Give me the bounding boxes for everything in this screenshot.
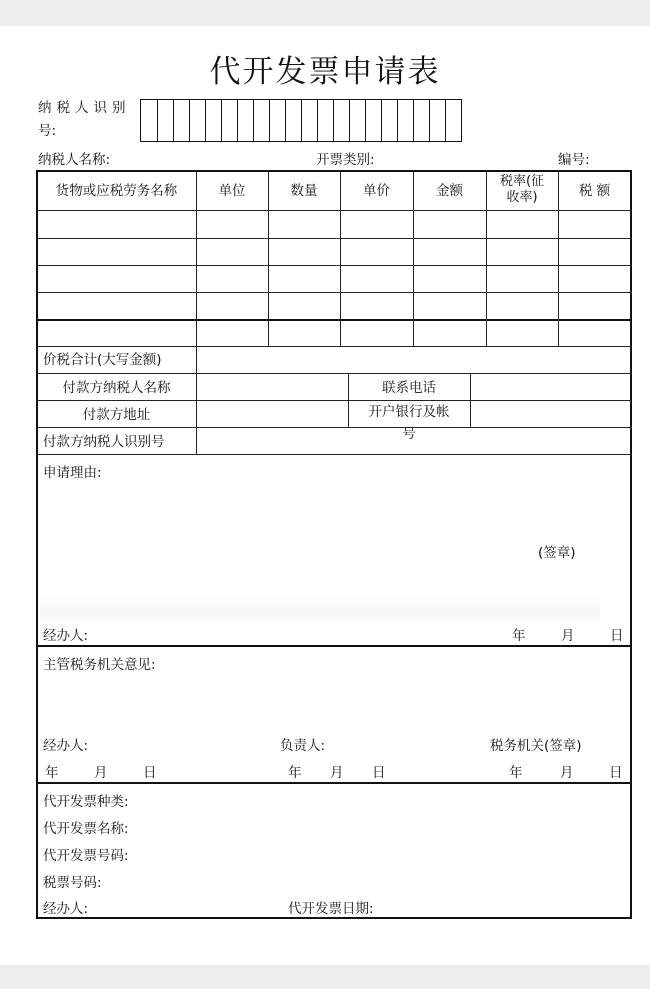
taxpayer-id-box[interactable] [141,100,157,141]
authority-responsible-label: 负责人: [280,738,326,754]
reason-month-label: 月 [561,628,575,644]
col-header-goods: 货物或应税劳务名称 [55,183,178,199]
invoice-type-label: 开票类别: [316,152,375,168]
table-rule [36,265,632,266]
serial-number-label: 编号: [558,152,590,168]
taxpayer-id-label-suffix: 号: [38,123,57,139]
taxpayer-id-box[interactable] [173,100,189,141]
taxpayer-id-box[interactable] [237,100,253,141]
authority-day-3: 日 [609,765,623,781]
table-rule [36,238,632,239]
table-rule [36,210,632,211]
authority-seal-label: 税务机关(签章) [490,738,582,754]
summary-rule [36,400,632,401]
authority-month-1: 月 [94,765,108,781]
issued-date-label: 代开发票日期: [288,901,374,917]
table-rule [36,319,632,321]
taxpayer-id-box[interactable] [301,100,317,141]
authority-year-2: 年 [288,765,302,781]
total-amount-label: 价税合计(大写金额) [43,352,162,368]
taxpayer-id-box[interactable] [349,100,365,141]
taxpayer-id-box[interactable] [333,100,349,141]
table-rule [36,292,632,293]
bottom-margin-band [0,965,650,989]
table-column-rule [413,171,414,346]
reason-label: 申请理由: [43,465,102,481]
authority-day-2: 日 [372,765,386,781]
authority-month-2: 月 [330,765,344,781]
bank-account-label: 开户银行及帐 [368,404,450,420]
table-column-rule [558,171,559,346]
table-column-rule [340,171,341,346]
taxpayer-id-box[interactable] [413,100,429,141]
authority-year-1: 年 [45,765,59,781]
taxpayer-id-box[interactable] [269,100,285,141]
authority-day-1: 日 [143,765,157,781]
payer-address-label: 付款方地址 [82,407,151,423]
taxpayer-id-box[interactable] [381,100,397,141]
authority-month-3: 月 [560,765,574,781]
payer-name-label: 付款方纳税人名称 [62,380,171,396]
issued-handler-label: 经办人: [43,901,89,917]
tax-rate-line-2: 收率) [506,190,538,205]
authority-handler-label: 经办人: [43,738,89,754]
col-header-unit: 单位 [218,183,246,199]
section-rule [36,645,632,647]
taxpayer-id-box[interactable] [221,100,237,141]
reason-handler-label: 经办人: [43,628,89,644]
authority-opinion-label: 主管税务机关意见: [43,657,156,673]
phone-label: 联系电话 [382,380,436,396]
summary-rule [36,373,632,374]
table-column-rule [486,171,487,346]
issued-code-label: 代开发票号码: [43,848,129,864]
taxpayer-id-box[interactable] [205,100,221,141]
taxpayer-name-label: 纳税人名称: [38,152,111,168]
table-rule [36,346,632,347]
col-header-tax-amount: 税 额 [578,183,611,199]
bank-account-label-suffix: 号 [402,426,416,442]
summary-column-rule [196,346,197,374]
taxpayer-id-box[interactable] [317,100,333,141]
form-title: 代开发票申请表 [209,54,441,90]
reason-day-label: 日 [610,628,624,644]
taxpayer-id-box[interactable] [189,100,205,141]
reason-seal-label: (签章) [538,545,576,561]
payer-id-label: 付款方纳税人识别号 [43,434,165,450]
taxpayer-id-box[interactable] [429,100,445,141]
summary-column-rule [196,373,197,455]
authority-year-3: 年 [509,765,523,781]
section-rule [36,782,632,784]
table-column-rule [196,171,197,346]
taxpayer-id-label: 纳税人识别 [38,100,131,116]
summary-rule [36,454,632,455]
issued-kind-label: 代开发票种类: [43,794,129,810]
taxpayer-id-box[interactable] [365,100,381,141]
col-header-unit-price: 单价 [363,183,390,199]
reason-year-label: 年 [512,628,526,644]
taxpayer-id-boxes[interactable] [140,99,462,142]
table-column-rule [268,171,269,346]
col-header-amount: 金额 [436,183,463,199]
tax-rate-line-1: 税率(征 [499,174,545,189]
summary-rule [36,427,632,428]
taxpayer-id-box[interactable] [253,100,269,141]
tax-ticket-label: 税票号码: [43,875,102,891]
taxpayer-id-box[interactable] [397,100,413,141]
col-header-tax-rate [486,174,558,206]
col-header-quantity: 数量 [290,183,318,199]
taxpayer-id-box[interactable] [285,100,301,141]
issued-name-label: 代开发票名称: [43,821,129,837]
taxpayer-id-box[interactable] [157,100,173,141]
top-margin-band [0,0,650,26]
taxpayer-id-box[interactable] [445,100,461,141]
faint-area [40,595,600,625]
